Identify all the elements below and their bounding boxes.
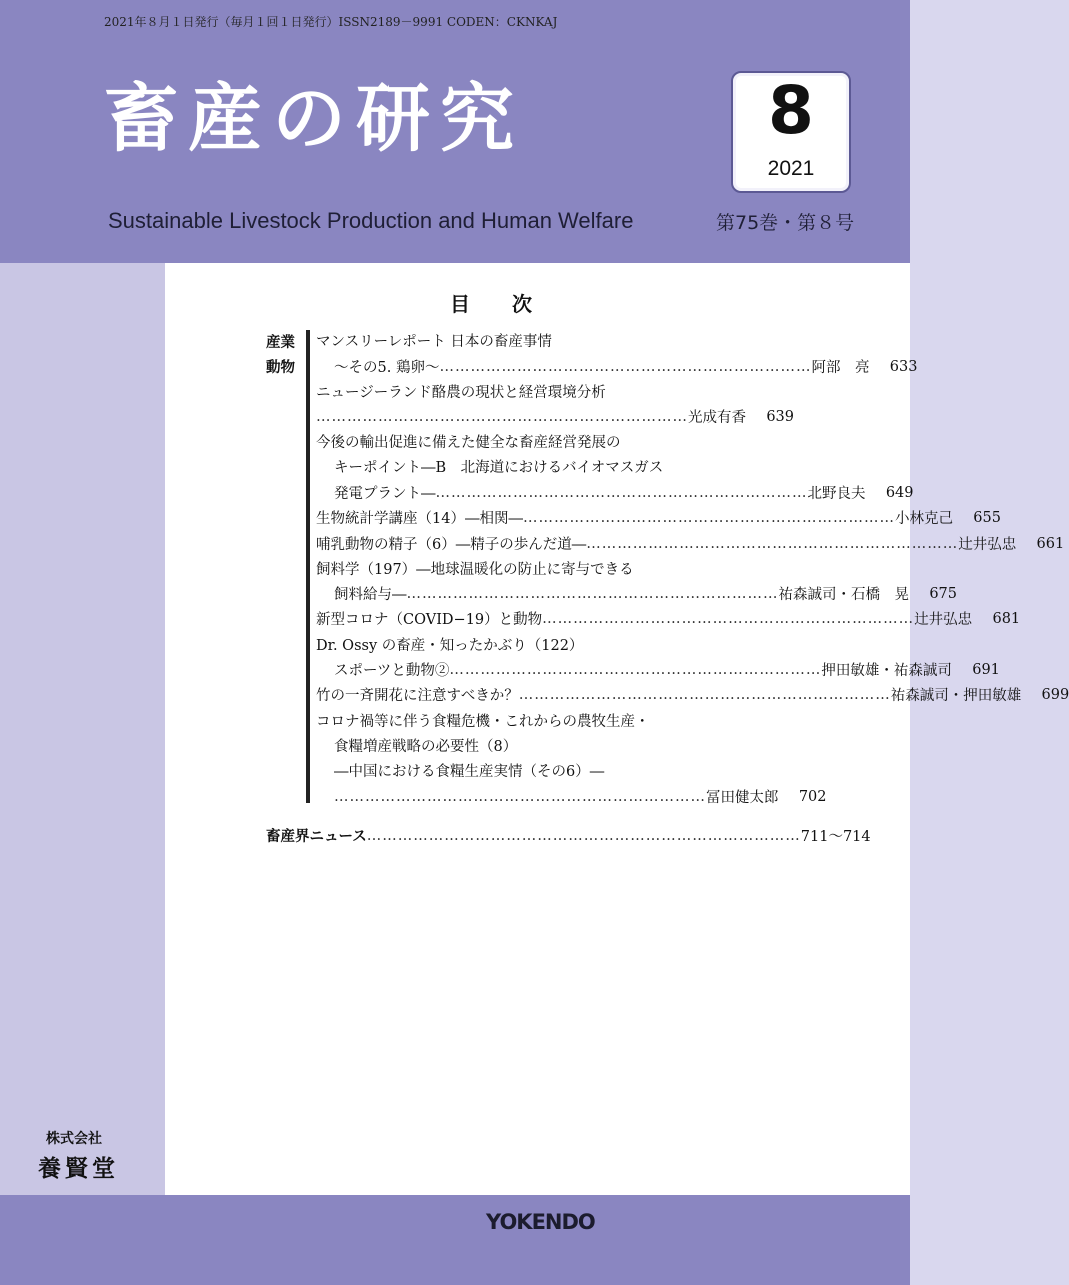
toc-leader-dots: ……………………………………………………………… — [435, 484, 808, 501]
toc-leader-dots: ……………………………………………………………… — [518, 686, 891, 703]
toc-entry — [334, 784, 827, 809]
toc-entry-title: ニュージーランド酪農の現状と経営環境分析 — [316, 385, 606, 401]
journal-subtitle: Sustainable Livestock Production and Human Welfare — [108, 208, 634, 233]
toc-entry — [334, 480, 914, 505]
toc-entry-title: 竹の一斉開花に注意すべきか？ — [316, 688, 519, 704]
toc-entry-title: ～その5. 鶏卵～ — [334, 360, 440, 376]
toc-leader-dots: ………………………………………………………………………… — [366, 827, 801, 844]
toc-leader-dots: ……………………………………………………………… — [439, 358, 812, 375]
toc-entry-author: 辻井弘忠 — [958, 537, 1017, 553]
toc-news-title: 畜産界ニュース — [266, 828, 367, 845]
toc-entry-title: 飼料学（197）―地球温暖化の防止に寄与できる — [316, 562, 634, 578]
toc-entry-page: 691 — [972, 661, 1000, 678]
volume-number: 第75巻・第８号 — [716, 212, 855, 234]
issue-box — [731, 71, 851, 193]
toc-entry — [334, 758, 756, 783]
toc-entry — [334, 657, 1000, 682]
toc-entry — [316, 429, 756, 454]
toc-entry-page: 633 — [889, 358, 918, 375]
toc-entry-page: 681 — [992, 610, 1021, 627]
toc-entry — [316, 328, 756, 353]
toc-leader-dots: ……………………………………………………………… — [449, 661, 822, 678]
toc-entry-page: 639 — [766, 408, 794, 425]
toc-entry-title: 今後の輸出促進に備えた健全な畜産経営発展の — [316, 435, 621, 451]
toc-entry-page: 649 — [885, 484, 914, 501]
toc-entry-title: ―中国における食糧生産実情（その6）― — [334, 764, 605, 780]
toc-entry-title: 発電プラント― — [334, 486, 436, 502]
cover-header — [0, 0, 910, 263]
toc-entry-author: 辻井弘忠 — [914, 612, 973, 628]
toc-heading-part-1: 目 — [450, 292, 474, 316]
toc-entry-page: 661 — [1036, 535, 1065, 552]
toc-entry-title: 食糧増産戦略の必要性（8） — [334, 739, 518, 755]
journal-title: 畜産の研究 — [104, 76, 524, 162]
toc-entry-title: 生物統計学講座（14）―相関― — [316, 511, 523, 527]
toc-entry-page: 702 — [798, 788, 827, 805]
toc-entry-author: 冨田健太郎 — [706, 790, 779, 806]
toc-leader-dots: ……………………………………………………………… — [316, 408, 688, 425]
toc-entry — [334, 354, 918, 379]
publisher-label: 株式会社 — [46, 1131, 102, 1147]
toc-heading — [450, 288, 574, 317]
publication-info: 2021年８月１日発行（毎月１回１日発行）ISSN2189－9991 CODEN：CKNKAJ — [104, 15, 558, 29]
toc-entry-author: 祐森誠司・石橋 晃 — [778, 587, 909, 603]
toc-entry-title: コロナ禍等に伴う食糧危機・これからの農牧生産・ — [316, 714, 650, 730]
toc-entry — [316, 632, 756, 657]
toc-entry — [316, 379, 756, 404]
toc-entry-author: 小林克己 — [894, 511, 953, 527]
toc-entry-page: 699 — [1041, 686, 1069, 703]
toc-entry — [316, 531, 1065, 556]
toc-news-entry — [266, 823, 871, 848]
publisher-name: 養賢堂 — [38, 1155, 119, 1182]
toc-entry — [316, 708, 756, 733]
toc-entry — [316, 556, 756, 581]
toc-entry-title: マンスリーレポート 日本の畜産事情 — [316, 334, 552, 350]
toc-entry — [334, 581, 957, 606]
publisher-logo: YOKENDO — [486, 1210, 595, 1234]
cover-footer — [0, 1195, 910, 1285]
toc-leader-dots: ……………………………………………………………… — [542, 610, 915, 627]
toc-entry-title: 哺乳動物の精子（6）―精子の歩んだ道― — [316, 537, 587, 553]
toc-entry-title: 飼料給与― — [334, 587, 407, 603]
toc-entry-title: 新型コロナ（COVID−19）と動物 — [316, 612, 543, 628]
toc-news-pages: 711～714 — [800, 829, 871, 845]
toc-entry — [316, 404, 794, 429]
toc-entry-author: 北野良夫 — [807, 486, 866, 502]
toc-heading-part-2: 次 — [512, 292, 536, 316]
toc-entry-author: 祐森誠司・押田敏雄 — [890, 688, 1022, 704]
toc-category-line-2: 動物 — [266, 359, 295, 376]
toc-leader-dots: ……………………………………………………………… — [334, 788, 706, 805]
toc-entry-author: 押田敏雄・祐森誠司 — [821, 663, 952, 679]
toc-entry-author: 阿部 亮 — [811, 360, 870, 376]
toc-entry-page: 655 — [973, 509, 1001, 526]
toc-entry-author: 光成有香 — [688, 410, 746, 426]
toc-entry-title: Dr. Ossy の畜産・知ったかぶり（122） — [316, 638, 584, 654]
toc-entry — [316, 606, 1021, 631]
cover-sidebar — [0, 263, 165, 1195]
toc-leader-dots: ……………………………………………………………… — [406, 585, 779, 602]
issue-number: 8 — [768, 72, 814, 149]
toc-entry — [316, 505, 1001, 530]
toc-entry-title: スポーツと動物② — [334, 663, 450, 679]
toc-entry — [334, 454, 756, 479]
toc-entry-page: 675 — [929, 585, 957, 602]
toc-entry — [334, 733, 756, 758]
toc-category-line-1: 産業 — [266, 334, 295, 351]
toc-entry — [316, 682, 1069, 707]
toc-entry-title: キーポイント―B 北海道におけるバイオマスガス — [334, 460, 664, 476]
toc-section-bar — [306, 330, 310, 803]
toc-leader-dots: ……………………………………………………………… — [586, 535, 959, 552]
toc-leader-dots: ……………………………………………………………… — [522, 509, 895, 526]
issue-year: 2021 — [767, 157, 815, 180]
